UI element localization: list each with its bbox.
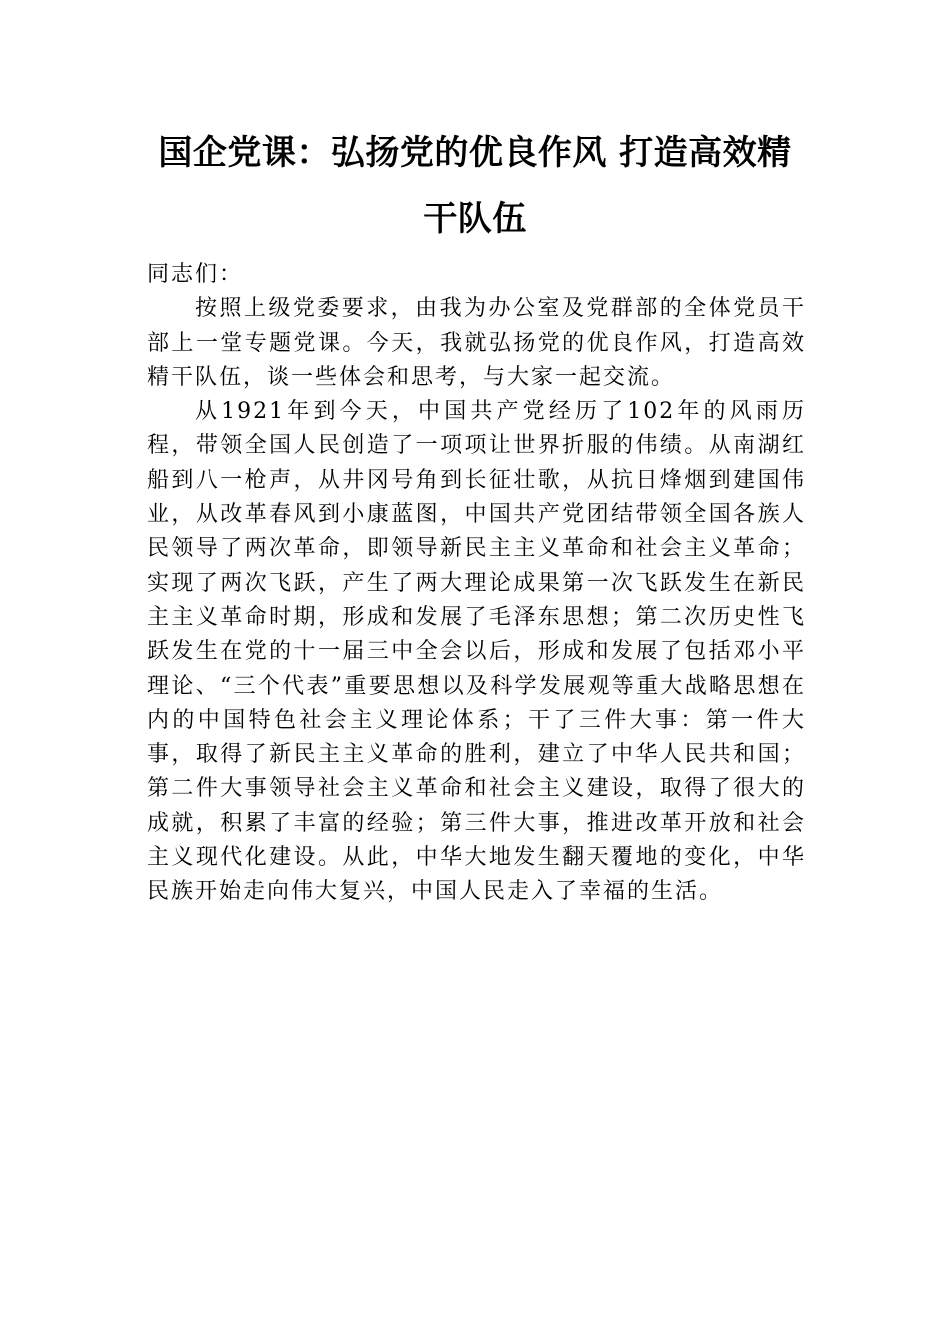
salutation: 同志们： bbox=[147, 262, 244, 287]
document-title: 国企党课：弘扬党的优良作风 打造高效精干队伍 bbox=[158, 133, 792, 239]
paragraph-intro: 按照上级党委要求，由我为办公室及党群部的全体党员干部上一堂专题党课。今天，我就弘扬党的优良作风，打造高效精干队伍，谈一些体会和思考，与大家一起交流。 bbox=[147, 296, 806, 390]
document-body bbox=[147, 258, 806, 910]
paragraph-history: 从1921年到今天，中国共产党经历了102年的风雨历程，带领全国人民创造了一项项让世界折服的伟绩。从南湖红船到八一枪声，从井冈号角到长征壮歌，从抗日烽烟到建国伟业，从改革春风到小康蓝图，中国共产党团结带领全国各族人民领导了两次革命，即领导新民主主义革命和社会主义革命；实现了两次飞跃，产生了两大理论成果第一次飞跃发生在新民主主义革命时期，形成和发展了毛泽东思想；第二次历史性飞跃发生在党的十一届三中全会以后，形成和发展了包括邓小平理论、“三个代表”重要思想以及科学发展观等重大战略思想在内的中国特色社会主义理论体系；干了三件大事：第一件大事，取得了新民主主义革命的胜利，建立了中华人民共和国；第二件大事领导社会主义革命和社会主义建设，取得了很大的成就，积累了丰富的经验；第三件大事，推进改革开放和社会主义现代化建设。从此，中华大地发生翻天覆地的变化，中华民族开始走向伟大复兴，中国人民走入了幸福的生活。 bbox=[147, 399, 806, 905]
